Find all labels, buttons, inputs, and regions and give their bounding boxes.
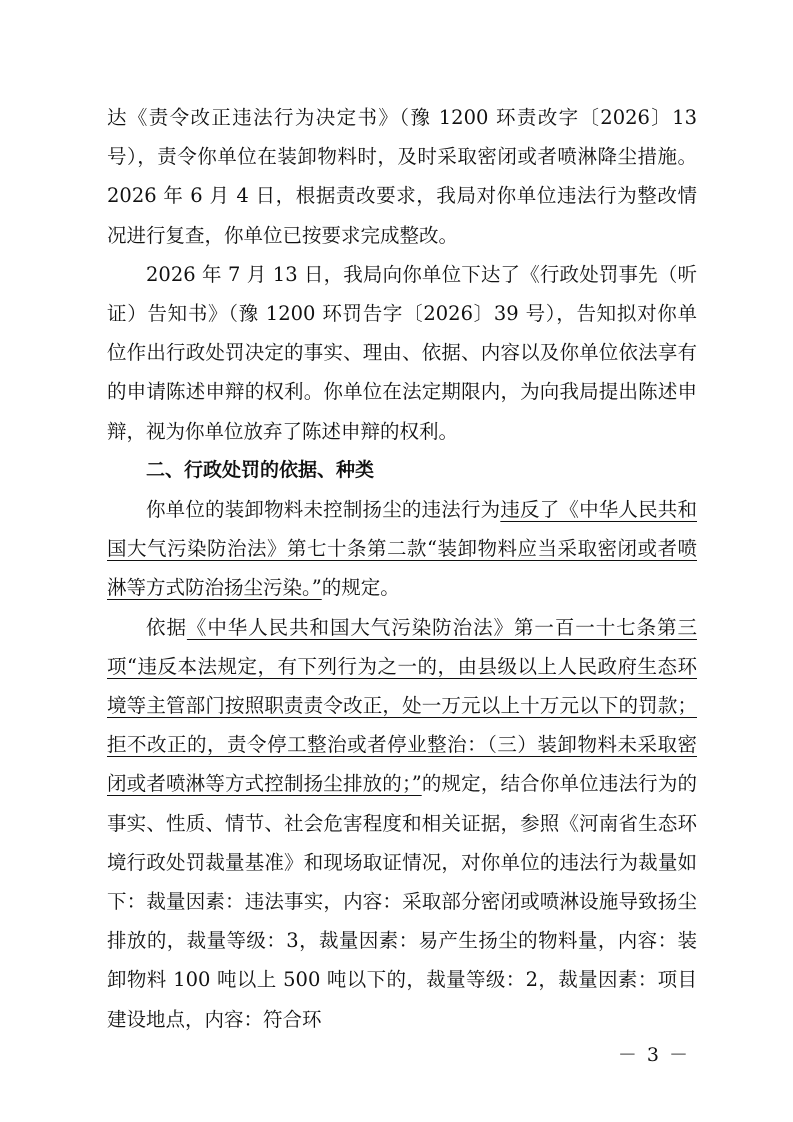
paragraph-text: 的规定。 — [321, 576, 400, 600]
paragraph-penalty-basis — [107, 608, 697, 1039]
paragraph-text: 达《责令改正违法行为决定书》（豫 1200 环责改字〔2026〕13 号），责令你单位在装卸物料时，及时采取密闭或者喷淋降尘措施。2026 年 6 月 4 日，根据责改要求，我局对你单位违法行为整改情况进行复查，你单位已按要求完成整改。 — [107, 106, 697, 247]
paragraph-prior-notice — [107, 255, 697, 451]
paragraph-text: 你单位的装卸物料未控制扬尘的违法行为 — [146, 498, 501, 522]
paragraph-text: 2026 年 7 月 13 日，我局向你单位下达了《行政处罚事先（听证）告知书》（豫 1200 环罚告字〔2026〕39 号），告知拟对你单位作出行政处罚决定的事实、理由、依据、内容以及你单位依法享有的申请陈述申辩的权利。你单位在法定期限内，为向我局提出陈述申辩，视为你单位放弃了陈述申辩的权利。 — [107, 262, 697, 443]
section-heading — [107, 451, 697, 490]
paragraph-text: 依据 — [146, 615, 187, 639]
paragraph-decision-review — [107, 98, 697, 255]
paragraph-text: 的规定，结合你单位违法行为的事实、性质、情节、社会危害程度和相关证据，参照《河南省生态环境行政处罚裁量基准》和现场取证情况，对你单位的违法行为裁量如下：裁量因素：违法事实，内容：采取部分密闭或喷淋设施导致扬尘排放的，裁量等级：3，裁量因素：易产生扬尘的物料量，内容：装卸物料 100 吨以上 500 吨以下的，裁量等级：2，裁量因素：项目建设地点，内容：符合环 — [107, 772, 697, 1031]
section-heading-text: 二、行政处罚的依据、种类 — [146, 458, 375, 481]
underlined-legal-citation: 违反了《中华人民共和国大气污染防治法》第七十条第二款“装卸物料应当采取密闭或者喷淋等方式防治扬尘污染。” — [107, 498, 697, 600]
document-body — [107, 98, 697, 1039]
page-number: － 3 － — [617, 1044, 690, 1066]
paragraph-violation — [107, 490, 697, 608]
underlined-legal-citation: 《中华人民共和国大气污染防治法》第一百一十七条第三项“违反本法规定，有下列行为之一的，由县级以上人民政府生态环境等主管部门按照职责责令改正，处一万元以上十万元以下的罚款；拒不改正的，责令停工整治或者停业整治：（三）装卸物料未采取密闭或者喷淋等方式控制扬尘排放的；” — [107, 615, 697, 796]
